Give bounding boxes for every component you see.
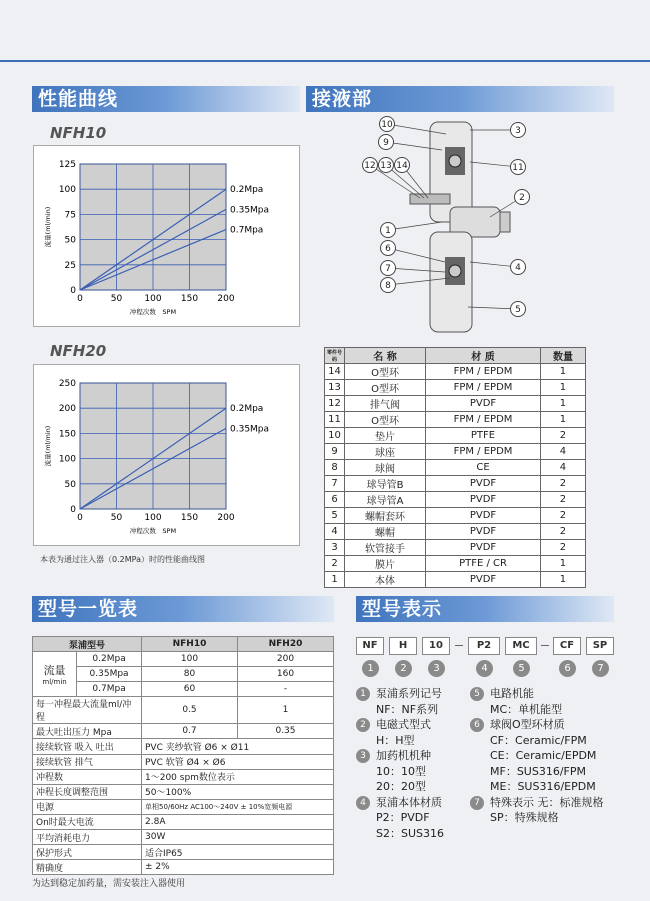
code-legend-right bbox=[470, 686, 620, 826]
code-box-type: H bbox=[389, 637, 417, 655]
spec-span-row bbox=[33, 860, 334, 875]
code-box-oring: CF bbox=[553, 637, 581, 655]
spec-col-model: 泵浦型号 bbox=[33, 637, 142, 652]
callout-number: 8 bbox=[385, 281, 391, 291]
parts-col-qty: 数量 bbox=[540, 348, 585, 364]
flow-pressure: 0.7Mpa bbox=[77, 682, 142, 697]
legend-title: 电路机能 bbox=[490, 687, 534, 700]
legend-group bbox=[356, 717, 466, 748]
callout-number: 13 bbox=[380, 161, 392, 171]
code-circle-2: 2 bbox=[395, 660, 412, 677]
legend-group bbox=[356, 686, 466, 717]
spec-value: PVC 软管 Ø4 × Ø6 bbox=[142, 754, 334, 769]
part-qty: 1 bbox=[540, 380, 585, 396]
chart-title-nfh20: NFH20 bbox=[50, 342, 107, 360]
spec-span-row bbox=[33, 769, 334, 784]
legend-item: 20：20型 bbox=[376, 780, 426, 793]
flow-pressure: 0.2Mpa bbox=[77, 652, 142, 667]
spec-span-row bbox=[33, 739, 334, 754]
parts-col-material: 材 质 bbox=[426, 348, 541, 364]
parts-col-no: 零件号码 bbox=[325, 348, 345, 364]
spec-span-row bbox=[33, 814, 334, 829]
spec-span-row bbox=[33, 784, 334, 799]
part-name: 垫片 bbox=[345, 428, 426, 444]
legend-number: 6 bbox=[470, 718, 484, 732]
lower-ball bbox=[449, 265, 461, 277]
x-axis-label: 冲程次数 SPM bbox=[129, 527, 177, 535]
callout-number: 6 bbox=[385, 244, 391, 254]
callout-leader bbox=[388, 222, 442, 230]
y-tick-label: 100 bbox=[58, 454, 76, 465]
spec-label: 精确度 bbox=[33, 860, 142, 875]
legend-number: 2 bbox=[356, 718, 370, 732]
spec-value: PVC 夹纱软管 Ø6 × Ø11 bbox=[142, 739, 334, 754]
code-circle-5: 5 bbox=[513, 660, 530, 677]
spec-label: 电源 bbox=[33, 799, 142, 814]
spec-span-row bbox=[33, 830, 334, 845]
legend-group bbox=[470, 717, 620, 795]
spec-flow-row bbox=[33, 682, 334, 697]
legend-group bbox=[356, 795, 466, 842]
part-no: 13 bbox=[325, 380, 345, 396]
section-performance-header: 性能曲线 bbox=[32, 86, 300, 112]
legend-item: ME：SUS316/EPDM bbox=[490, 780, 596, 793]
spec-label: 每一冲程最大流量ml/冲程 bbox=[33, 697, 142, 724]
parts-table-row bbox=[325, 412, 586, 428]
part-material: FPM / EPDM bbox=[426, 412, 541, 428]
part-no: 2 bbox=[325, 556, 345, 572]
part-material: PVDF bbox=[426, 524, 541, 540]
part-no: 8 bbox=[325, 460, 345, 476]
part-qty: 1 bbox=[540, 396, 585, 412]
part-name: 排气阀 bbox=[345, 396, 426, 412]
part-material: FPM / EPDM bbox=[426, 380, 541, 396]
part-no: 14 bbox=[325, 364, 345, 380]
legend-title: 泵浦系列记号 bbox=[376, 687, 442, 700]
part-name: 球导管A bbox=[345, 492, 426, 508]
part-qty: 1 bbox=[540, 572, 585, 588]
part-name: 螺帽套环 bbox=[345, 508, 426, 524]
code-circle-7: 7 bbox=[592, 660, 609, 677]
spec-span-row bbox=[33, 845, 334, 860]
x-tick-label: 100 bbox=[144, 294, 162, 304]
part-qty: 2 bbox=[540, 508, 585, 524]
diaphragm-housing bbox=[500, 212, 510, 232]
chart-title-nfh10: NFH10 bbox=[50, 124, 107, 142]
code-circle-1: 1 bbox=[362, 660, 379, 677]
y-tick-label: 250 bbox=[58, 379, 76, 389]
part-name: O型环 bbox=[345, 380, 426, 396]
legend-title: 电磁式型式 bbox=[376, 718, 431, 731]
code-circle-6: 6 bbox=[559, 660, 576, 677]
callout-leader bbox=[370, 165, 420, 198]
legend-item: H：H型 bbox=[376, 733, 415, 747]
part-name: 膜片 bbox=[345, 556, 426, 572]
spec-nfh10: 0.7 bbox=[142, 724, 238, 739]
spec-label: 平均消耗电力 bbox=[33, 830, 142, 845]
x-tick-label: 50 bbox=[110, 513, 123, 523]
chart-nfh10 bbox=[34, 146, 301, 328]
y-axis-label: 流量(ml/min) bbox=[44, 425, 52, 467]
spec-value: ± 2% bbox=[142, 860, 334, 875]
callout-number: 4 bbox=[515, 263, 521, 273]
spec-label: 保护形式 bbox=[33, 845, 142, 860]
code-box-circuit: MC bbox=[505, 637, 537, 655]
callout-number: 5 bbox=[515, 305, 521, 315]
part-name: 本体 bbox=[345, 572, 426, 588]
spec-span-row bbox=[33, 799, 334, 814]
part-name: 软管接手 bbox=[345, 540, 426, 556]
chart-nfh20 bbox=[34, 365, 301, 547]
y-tick-label: 50 bbox=[64, 479, 76, 490]
x-tick-label: 100 bbox=[144, 513, 162, 523]
part-name: O型环 bbox=[345, 364, 426, 380]
part-no: 1 bbox=[325, 572, 345, 588]
spec-col-nfh20: NFH20 bbox=[238, 637, 334, 652]
spec-nfh20: 0.35 bbox=[238, 724, 334, 739]
code-circle-3: 3 bbox=[428, 660, 445, 677]
x-tick-label: 50 bbox=[110, 294, 123, 304]
parts-table-row bbox=[325, 380, 586, 396]
section-model-code-header: 型号表示 bbox=[356, 596, 614, 622]
part-material: PVDF bbox=[426, 540, 541, 556]
part-qty: 2 bbox=[540, 524, 585, 540]
parts-table-row bbox=[325, 492, 586, 508]
flow-label: 流量 bbox=[43, 664, 66, 678]
spec-value: 30W bbox=[142, 830, 334, 845]
callout-number: 3 bbox=[515, 126, 521, 136]
parts-table-row bbox=[325, 572, 586, 588]
part-no: 7 bbox=[325, 476, 345, 492]
legend-title: 特殊表示 无：标准规格 bbox=[490, 795, 604, 809]
section-wetted-header: 接液部 bbox=[306, 86, 614, 112]
spec-label: 最大吐出压力 Mpa bbox=[33, 724, 142, 739]
flow-nfh10: 80 bbox=[142, 667, 238, 682]
callout-number: 2 bbox=[519, 193, 525, 203]
spec-value: 50～100% bbox=[142, 784, 334, 799]
x-tick-label: 0 bbox=[77, 294, 83, 304]
parts-table-row bbox=[325, 556, 586, 572]
y-tick-label: 150 bbox=[58, 429, 76, 440]
legend-item: CE：Ceramic/EPDM bbox=[490, 749, 597, 762]
series-label: 0.7Mpa bbox=[230, 225, 264, 236]
code-box-special: SP bbox=[586, 637, 614, 655]
part-qty: 4 bbox=[540, 444, 585, 460]
legend-item: CF：Ceramic/FPM bbox=[490, 733, 587, 747]
chart-note: 本表为通过注入器（0.2MPa）时的性能曲线图 bbox=[40, 555, 205, 564]
x-tick-label: 150 bbox=[180, 294, 199, 304]
part-no: 5 bbox=[325, 508, 345, 524]
legend-item: NF：NF系列 bbox=[376, 702, 439, 716]
y-tick-label: 100 bbox=[58, 185, 76, 196]
flow-nfh10: 60 bbox=[142, 682, 238, 697]
legend-group bbox=[356, 748, 466, 795]
x-tick-label: 0 bbox=[77, 513, 83, 523]
part-no: 3 bbox=[325, 540, 345, 556]
callout-number: 12 bbox=[364, 161, 376, 171]
flow-pressure: 0.35Mpa bbox=[77, 667, 142, 682]
callout-number: 1 bbox=[385, 226, 391, 236]
part-qty: 1 bbox=[540, 412, 585, 428]
legend-title: 泵浦本体材质 bbox=[376, 795, 442, 809]
part-qty: 1 bbox=[540, 364, 585, 380]
legend-group bbox=[470, 795, 620, 826]
chart-panel-nfh20 bbox=[33, 364, 300, 546]
legend-item: SP：特殊规格 bbox=[490, 811, 559, 824]
part-material: PVDF bbox=[426, 508, 541, 524]
part-material: CE bbox=[426, 460, 541, 476]
series-label: 0.35Mpa bbox=[230, 424, 270, 435]
spec-flow-row bbox=[33, 667, 334, 682]
y-tick-label: 50 bbox=[64, 235, 76, 246]
part-material: PVDF bbox=[426, 572, 541, 588]
parts-table-row bbox=[325, 444, 586, 460]
legend-number: 1 bbox=[356, 687, 370, 701]
part-material: PVDF bbox=[426, 492, 541, 508]
x-tick-label: 150 bbox=[180, 513, 199, 523]
y-tick-label: 0 bbox=[70, 505, 76, 515]
code-box-material: P2 bbox=[468, 637, 500, 655]
legend-title: 球阀O型环材质 bbox=[490, 718, 565, 731]
spec-label: 接续软管 排气 bbox=[33, 754, 142, 769]
part-material: FPM / EPDM bbox=[426, 444, 541, 460]
y-axis-label: 流量(ml/min) bbox=[44, 206, 52, 248]
flow-nfh10: 100 bbox=[142, 652, 238, 667]
y-tick-label: 25 bbox=[64, 260, 76, 271]
part-name: 球导管B bbox=[345, 476, 426, 492]
part-material: PVDF bbox=[426, 396, 541, 412]
part-material: PTFE bbox=[426, 428, 541, 444]
spec-flow-row bbox=[33, 652, 334, 667]
part-qty: 2 bbox=[540, 492, 585, 508]
flow-label-cell bbox=[33, 652, 77, 697]
parts-table-row bbox=[325, 460, 586, 476]
spec-value: 1～200 spm数位表示 bbox=[142, 769, 334, 784]
part-no: 6 bbox=[325, 492, 345, 508]
y-tick-label: 125 bbox=[58, 160, 76, 170]
code-box-model: 10 bbox=[422, 637, 450, 655]
series-label: 0.2Mpa bbox=[230, 185, 264, 196]
pump-exploded-diagram bbox=[350, 112, 540, 337]
spec-value: 2.8A bbox=[142, 814, 334, 829]
flow-nfh20: - bbox=[238, 682, 334, 697]
spec-nfh20: 1 bbox=[238, 697, 334, 724]
upper-ball bbox=[449, 155, 461, 167]
section-model-list-header: 型号一览表 bbox=[32, 596, 334, 622]
y-tick-label: 0 bbox=[70, 286, 76, 296]
legend-title: 加药机机种 bbox=[376, 749, 431, 762]
part-name: 球阀 bbox=[345, 460, 426, 476]
callout-number: 9 bbox=[383, 138, 389, 148]
part-no: 11 bbox=[325, 412, 345, 428]
top-rule bbox=[0, 60, 650, 62]
spec-label: 冲程数 bbox=[33, 769, 142, 784]
spec-label: 接续软管 吸入 吐出 bbox=[33, 739, 142, 754]
x-tick-label: 200 bbox=[217, 513, 235, 523]
parts-table-row bbox=[325, 364, 586, 380]
spec-table-header bbox=[33, 637, 334, 652]
legend-item: S2：SUS316 bbox=[376, 826, 444, 840]
part-qty: 4 bbox=[540, 460, 585, 476]
callout-number: 10 bbox=[381, 120, 393, 130]
code-dash-2 bbox=[541, 645, 549, 646]
y-tick-label: 75 bbox=[64, 210, 76, 221]
spec-label: On时最大电流 bbox=[33, 814, 142, 829]
legend-number: 4 bbox=[356, 796, 370, 810]
part-qty: 2 bbox=[540, 540, 585, 556]
legend-item: MC：单机能型 bbox=[490, 702, 563, 716]
legend-item: 10：10型 bbox=[376, 764, 426, 778]
x-axis-label: 冲程次数 SPM bbox=[129, 308, 177, 316]
part-material: FPM / EPDM bbox=[426, 364, 541, 380]
part-qty: 2 bbox=[540, 476, 585, 492]
part-qty: 1 bbox=[540, 556, 585, 572]
flow-unit: ml/min bbox=[42, 678, 67, 687]
spec-value: 单相50/60Hz AC100～240V ± 10%宽频电源 bbox=[142, 799, 334, 814]
part-name: 球座 bbox=[345, 444, 426, 460]
part-qty: 2 bbox=[540, 428, 585, 444]
parts-table-header bbox=[325, 348, 586, 364]
part-no: 4 bbox=[325, 524, 345, 540]
parts-table-row bbox=[325, 396, 586, 412]
callout-number: 7 bbox=[385, 264, 391, 274]
code-dash-1 bbox=[455, 645, 463, 646]
part-no: 9 bbox=[325, 444, 345, 460]
part-material: PTFE / CR bbox=[426, 556, 541, 572]
part-name: O型环 bbox=[345, 412, 426, 428]
spec-label: 冲程长度调整范围 bbox=[33, 784, 142, 799]
parts-table-row bbox=[325, 476, 586, 492]
code-box-series: NF bbox=[356, 637, 384, 655]
parts-col-name: 名 称 bbox=[345, 348, 426, 364]
legend-item: P2：PVDF bbox=[376, 811, 430, 824]
spec-pair-row bbox=[33, 724, 334, 739]
flow-nfh20: 200 bbox=[238, 652, 334, 667]
spec-span-row bbox=[33, 754, 334, 769]
series-label: 0.2Mpa bbox=[230, 404, 264, 415]
legend-item: MF：SUS316/FPM bbox=[490, 764, 586, 778]
part-no: 12 bbox=[325, 396, 345, 412]
spec-value: 适合IP65 bbox=[142, 845, 334, 860]
parts-table-row bbox=[325, 540, 586, 556]
part-material: PVDF bbox=[426, 476, 541, 492]
y-tick-label: 200 bbox=[58, 404, 76, 415]
spec-nfh10: 0.5 bbox=[142, 697, 238, 724]
part-no: 10 bbox=[325, 428, 345, 444]
flow-nfh20: 160 bbox=[238, 667, 334, 682]
parts-table-row bbox=[325, 508, 586, 524]
spec-table bbox=[32, 636, 334, 875]
series-label: 0.35Mpa bbox=[230, 205, 270, 216]
legend-group bbox=[470, 686, 620, 717]
parts-table-row bbox=[325, 524, 586, 540]
legend-number: 5 bbox=[470, 687, 484, 701]
code-legend-left bbox=[356, 686, 466, 841]
part-name: 螺帽 bbox=[345, 524, 426, 540]
spec-pair-row bbox=[33, 697, 334, 724]
spec-col-nfh10: NFH10 bbox=[142, 637, 238, 652]
parts-table bbox=[324, 347, 586, 588]
parts-table-row bbox=[325, 428, 586, 444]
legend-number: 3 bbox=[356, 749, 370, 763]
spec-footnote: 为达到稳定加药量，需安装注入器使用 bbox=[32, 879, 186, 889]
code-circle-4: 4 bbox=[476, 660, 493, 677]
callout-number: 14 bbox=[396, 161, 408, 171]
x-tick-label: 200 bbox=[217, 294, 235, 304]
callout-number: 11 bbox=[512, 163, 524, 173]
legend-number: 7 bbox=[470, 796, 484, 810]
chart-panel-nfh10 bbox=[33, 145, 300, 327]
